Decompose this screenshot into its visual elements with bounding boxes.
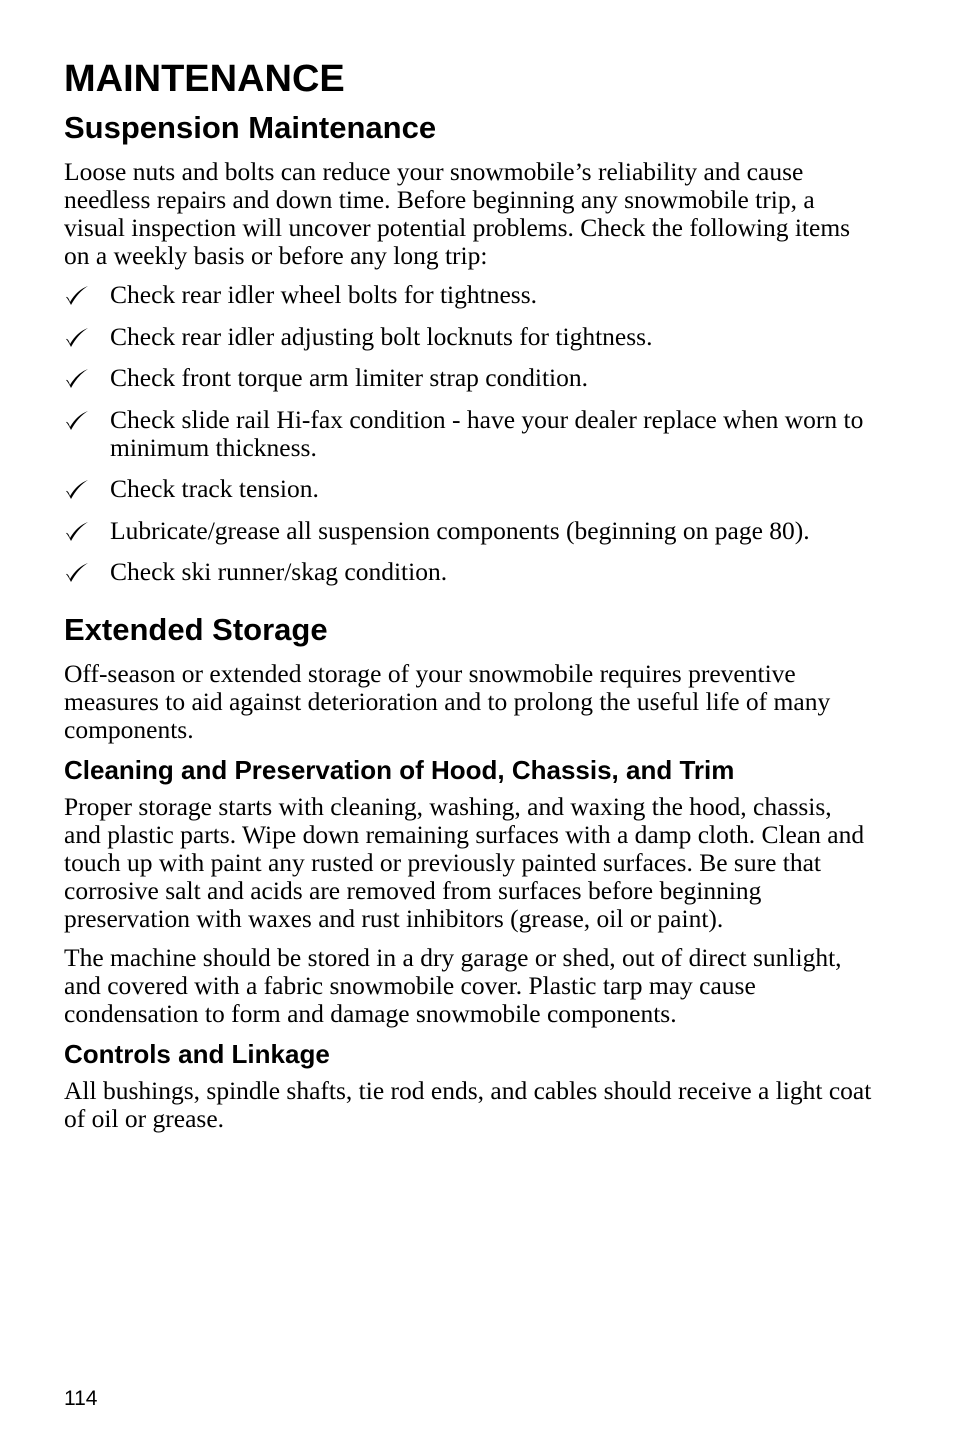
checkmark-icon: [64, 477, 90, 501]
page-title: MAINTENANCE: [64, 58, 345, 100]
list-item-text: Check ski runner/skag condition.: [110, 557, 448, 586]
list-item: [64, 323, 874, 351]
manual-page: [64, 56, 874, 1144]
list-item-text: Check front torque arm limiter strap condition.: [110, 363, 589, 392]
cleaning-heading: Cleaning and Preservation of Hood, Chassis, and Trim: [64, 755, 735, 785]
controls-paragraph: All bushings, spindle shafts, tie rod ends, and cables should receive a light coat of oil or grease.: [64, 1076, 872, 1133]
suspension-intro: Loose nuts and bolts can reduce your snowmobile’s reliability and cause needless repairs and down time. Before beginning any snowmobile trip, a visual inspection will uncover potential problems. Check the following items on a weekly basis or before any long trip:: [64, 157, 851, 270]
list-item: [64, 406, 874, 462]
list-item-text: Lubricate/grease all suspension components (beginning on page 80).: [110, 515, 810, 545]
extended-storage-intro: Off-season or extended storage of your snowmobile requires preventive measures to aid against deterioration and to prolong the useful life of many components.: [64, 659, 831, 744]
suspension-checklist: [64, 281, 874, 586]
list-item-text: Check rear idler wheel bolts for tightness.: [110, 280, 538, 309]
list-item: [64, 558, 874, 586]
list-item-text: Check track tension.: [110, 474, 319, 503]
list-item: [64, 517, 874, 545]
list-item-text: Check rear idler adjusting bolt locknuts for tightness.: [110, 321, 653, 351]
cleaning-paragraph-2: The machine should be stored in a dry garage or shed, out of direct sunlight, and covered with a fabric snowmobile cover. Plastic tarp may cause condensation to form and damage snowmobile components.: [64, 943, 842, 1028]
checkmark-icon: [64, 408, 90, 432]
checkmark-icon: [64, 283, 90, 307]
extended-storage-heading: Extended Storage: [64, 612, 328, 647]
cleaning-paragraph-1: Proper storage starts with cleaning, washing, and waxing the hood, chassis, and plastic parts. Wipe down remaining surfaces with a damp cloth. Clean and touch up with paint any rusted or previously painted surfaces. Be sure that corrosive salt and acids are removed from surfaces before beginning preservation with waxes and rust inhibitors (grease, oil or paint).: [64, 792, 865, 933]
checkmark-icon: [64, 366, 90, 390]
list-item: [64, 364, 874, 392]
controls-heading: Controls and Linkage: [64, 1039, 330, 1069]
list-item: [64, 281, 874, 309]
list-item-text: Check slide rail Hi-fax condition - have your dealer replace when worn to minimum thickness.: [110, 404, 864, 462]
checkmark-icon: [64, 325, 90, 349]
checkmark-icon: [64, 519, 90, 543]
list-item: [64, 475, 874, 503]
checkmark-icon: [64, 560, 90, 584]
page-number: 114: [64, 1387, 98, 1410]
suspension-heading: Suspension Maintenance: [64, 110, 437, 145]
